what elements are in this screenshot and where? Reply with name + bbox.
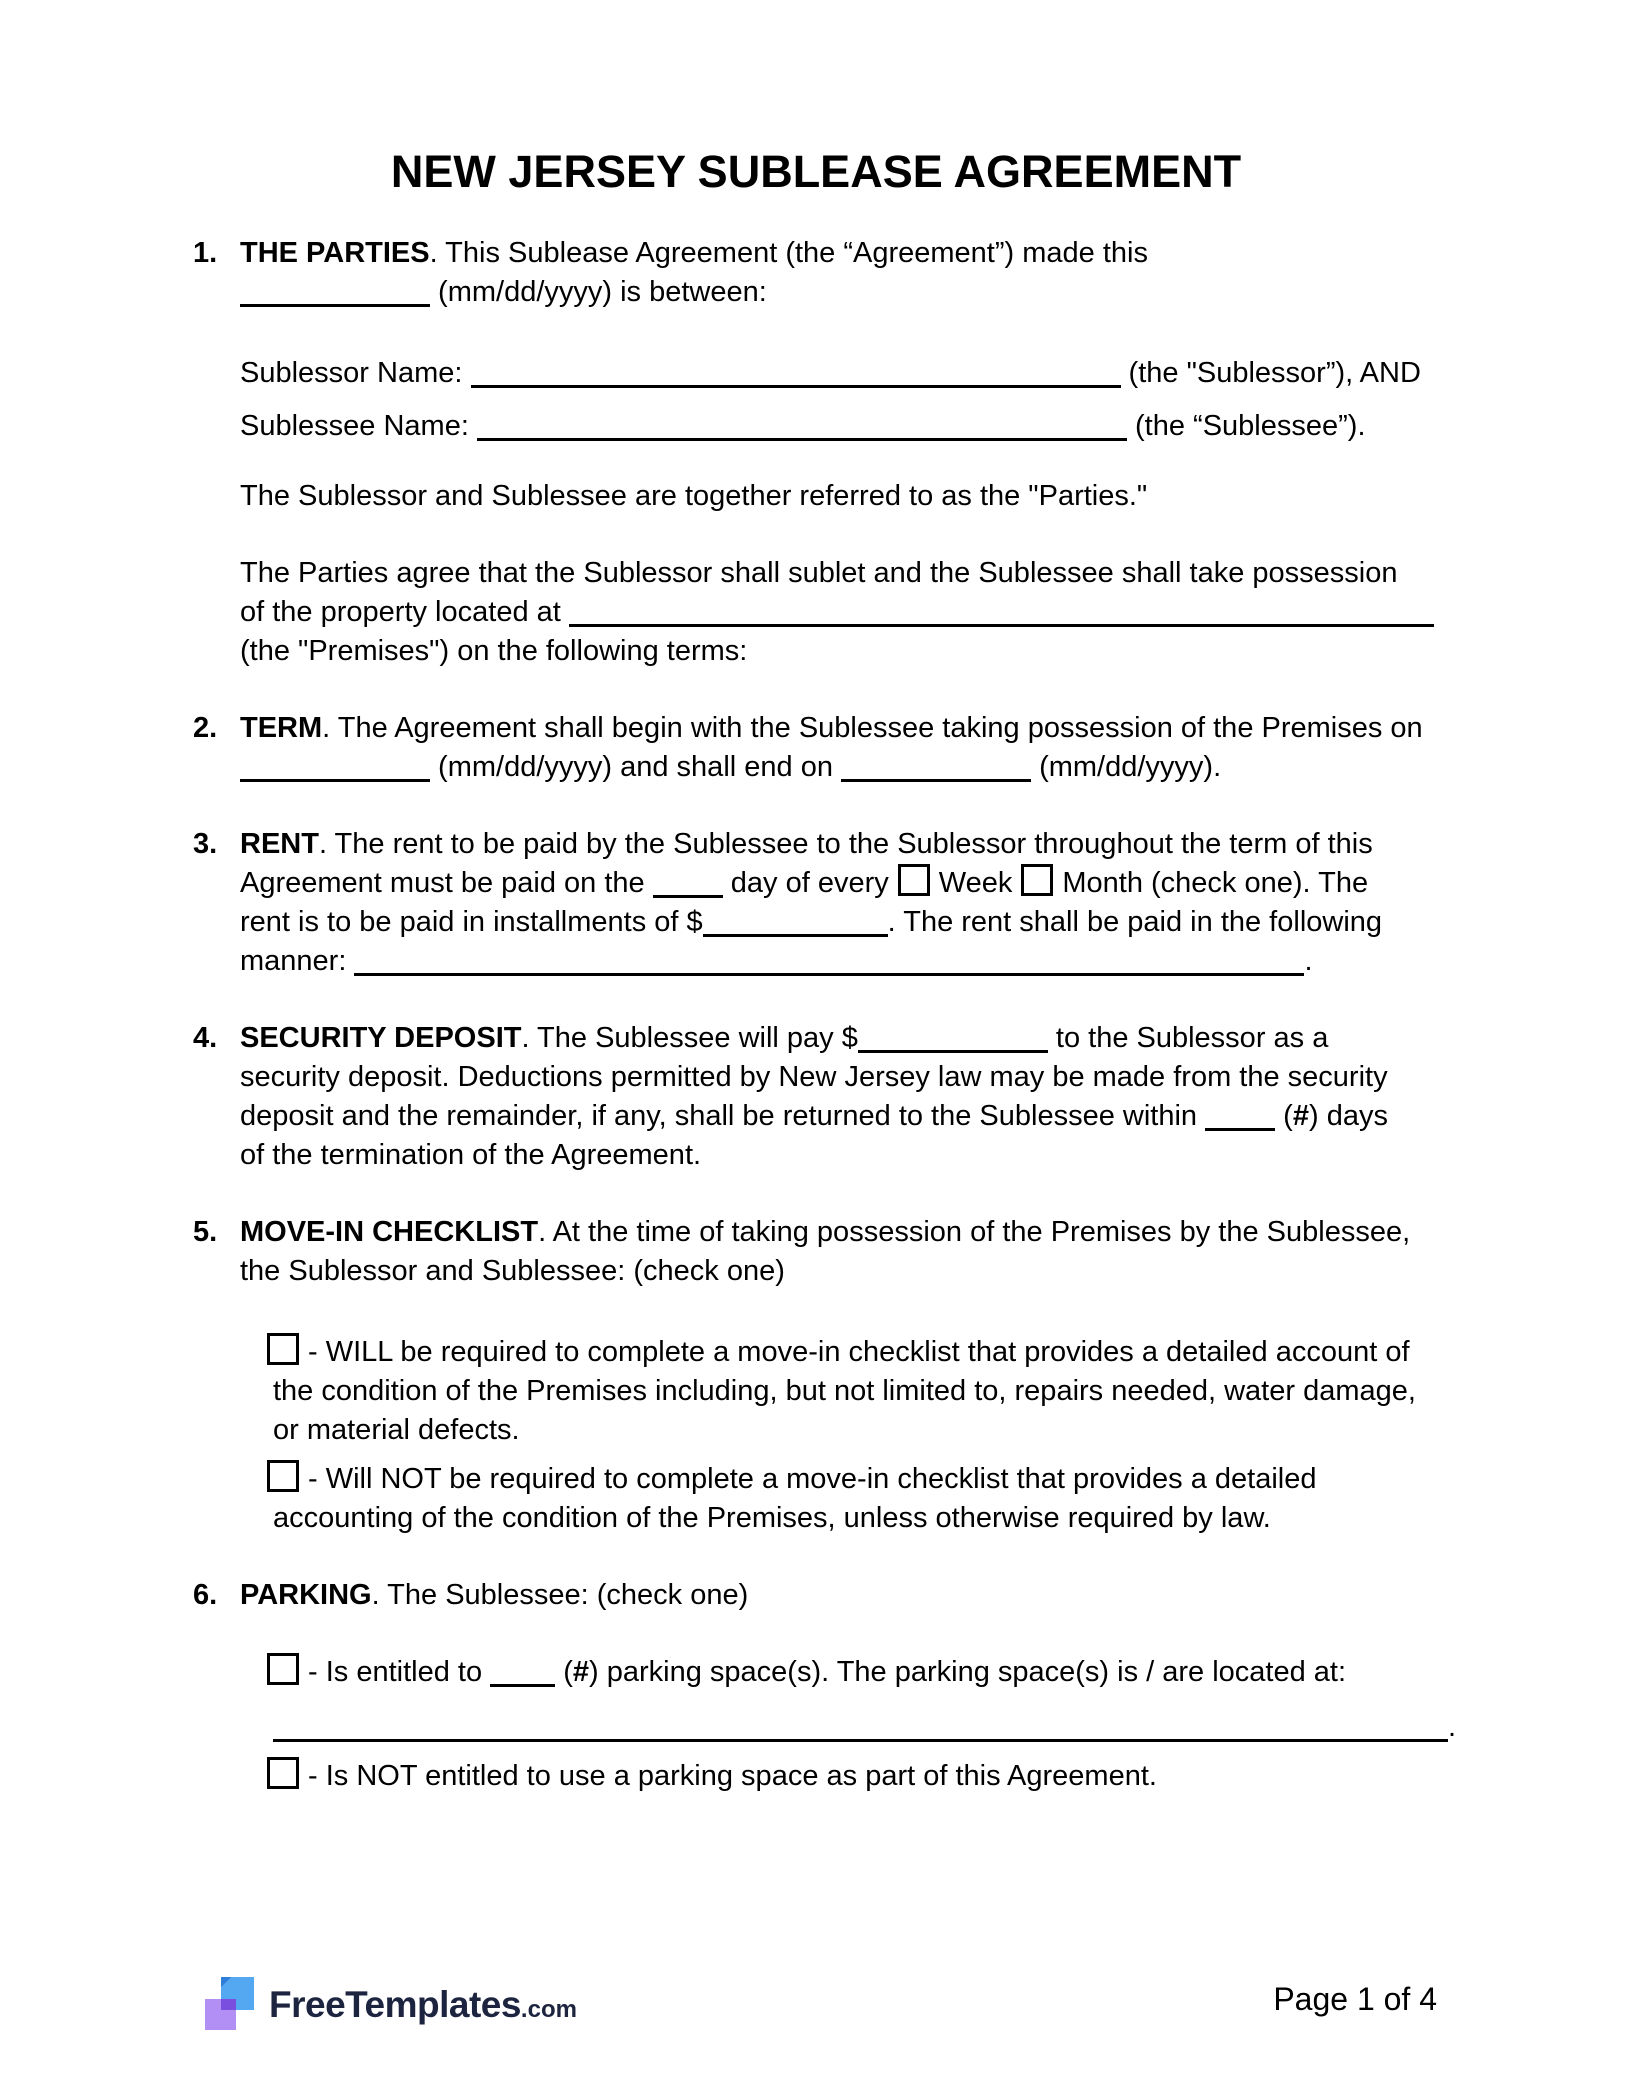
text-line <box>240 1097 1500 1136</box>
bold-text-run: # <box>572 1656 590 1688</box>
paragraph <box>240 1333 1500 1450</box>
text-run: the condition of the Premises including, but not limited to, repairs needed, water damage, <box>273 1375 1416 1407</box>
paragraph <box>240 1653 1500 1692</box>
text-line <box>240 1653 1500 1692</box>
text-run: accounting of the condition of the Premises, unless otherwise required by law. <box>273 1502 1271 1534</box>
text-run: rent is to be paid in installments of $ <box>240 906 703 938</box>
brand-name: FreeTemplates <box>269 1984 521 2025</box>
text-run: manner: <box>240 945 355 977</box>
text-run: Sublessee Name: <box>240 410 477 442</box>
checkbox-icon <box>898 864 930 896</box>
paragraph <box>240 1460 1500 1538</box>
blank-field <box>240 771 430 782</box>
freetemplates-logo-icon <box>205 1977 255 2033</box>
text-run: . This Sublease Agreement (the “Agreement”) made this <box>429 237 1148 269</box>
text-line <box>240 1213 1500 1252</box>
section-content <box>240 825 1500 981</box>
blank-field <box>471 377 1121 388</box>
text-line <box>240 1757 1500 1796</box>
text-line <box>240 354 1500 393</box>
blank-field <box>703 926 888 937</box>
text-run: . The Sublessee: (check one) <box>371 1579 749 1611</box>
blank-field <box>858 1042 1048 1053</box>
bold-text-run: TERM <box>240 712 323 744</box>
section-number: 5. <box>193 1216 218 1248</box>
blank-field <box>477 430 1127 441</box>
text-line <box>240 942 1500 981</box>
blank-field <box>490 1676 555 1687</box>
text-line <box>240 748 1500 787</box>
paragraph <box>240 554 1500 671</box>
text-run: . The Agreement shall begin with the Sublessee taking possession of the Premises on <box>322 712 1423 744</box>
text-line <box>240 1136 1500 1175</box>
checkbox-icon <box>267 1757 299 1789</box>
paragraph <box>240 354 1500 446</box>
bold-text-run: MOVE-IN CHECKLIST <box>240 1216 539 1248</box>
section-content <box>240 1576 1500 1796</box>
brand-text <box>269 1984 577 2026</box>
text-line <box>240 1460 1500 1499</box>
blank-field <box>841 771 1031 782</box>
text-run: The Parties agree that the Sublessor shall sublet and the Sublessee shall take possession <box>240 557 1398 589</box>
blank-field <box>1205 1120 1275 1131</box>
paragraph <box>240 1757 1500 1796</box>
section-security-deposit <box>0 1019 1632 1175</box>
checkbox-icon <box>267 1653 299 1685</box>
text-run: of the termination of the Agreement. <box>240 1139 702 1171</box>
text-run: Month (check one). The <box>1062 867 1369 899</box>
paragraph <box>240 1576 1500 1615</box>
text-run: (mm/dd/yyyy) is between: <box>430 276 767 308</box>
text-line <box>240 407 1500 446</box>
text-run: (the "Sublessor”), AND <box>1120 357 1421 389</box>
section-number: 3. <box>193 828 218 860</box>
text-run: (mm/dd/yyyy). <box>1031 751 1222 783</box>
blank-field <box>273 1731 1448 1742</box>
text-line <box>240 1019 1500 1058</box>
section-move-in-checklist <box>0 1213 1632 1538</box>
text-run: the Sublessor and Sublessee: (check one) <box>240 1255 785 1287</box>
section-number: 1. <box>193 237 218 269</box>
bold-text-run: # <box>1292 1100 1309 1132</box>
text-run: . The Sublessee will pay $ <box>521 1022 858 1054</box>
paragraph <box>240 1708 1500 1747</box>
document-title: NEW JERSEY SUBLEASE AGREEMENT <box>390 146 1242 197</box>
section-parking <box>0 1576 1632 1796</box>
text-run: to the Sublessor as a <box>1047 1022 1329 1054</box>
logo-overlap-shape <box>221 1999 236 2010</box>
text-line <box>240 864 1500 903</box>
text-run: Agreement must be paid on the <box>240 867 653 899</box>
section-content <box>240 1019 1500 1175</box>
text-run: . The rent to be paid by the Sublessee to the Sublessor throughout the term of this <box>318 828 1373 860</box>
paragraph <box>240 709 1500 787</box>
section-content <box>240 709 1500 787</box>
section-content <box>240 1213 1500 1538</box>
checkbox-icon <box>1021 864 1053 896</box>
text-run: or material defects. <box>273 1414 520 1446</box>
text-run: of the property located at <box>240 596 569 628</box>
text-run: - WILL be required to complete a move-in checklist that provides a detailed account of <box>308 1336 1410 1368</box>
footer-logo <box>205 1976 577 2034</box>
bold-text-run: RENT <box>240 828 319 860</box>
page-number-label: Page 1 of 4 <box>1273 1981 1437 2017</box>
text-run: ) days <box>1308 1100 1388 1132</box>
document-body <box>0 234 1632 1796</box>
text-run: . The rent shall be paid in the following <box>887 906 1383 938</box>
section-number: 2. <box>193 712 218 744</box>
text-line <box>240 1372 1500 1411</box>
text-line <box>240 632 1500 671</box>
text-run: ( <box>1275 1100 1293 1132</box>
text-line <box>240 709 1500 748</box>
text-run: The Sublessor and Sublessee are together referred to as the "Parties." <box>240 480 1148 512</box>
section-number: 6. <box>193 1579 218 1611</box>
paragraph <box>240 1213 1500 1291</box>
text-run: Sublessor Name: <box>240 357 471 389</box>
text-run: . <box>1304 945 1313 977</box>
section-rent <box>0 825 1632 981</box>
text-run: security deposit. Deductions permitted by New Jersey law may be made from the security <box>240 1061 1388 1093</box>
text-line <box>240 1252 1500 1291</box>
checkbox-icon <box>267 1333 299 1365</box>
text-run: (mm/dd/yyyy) and shall end on <box>430 751 842 783</box>
blank-field <box>354 965 1304 976</box>
text-line <box>240 593 1500 632</box>
text-run: - Is entitled to <box>308 1656 491 1688</box>
paragraph <box>240 477 1500 516</box>
text-line <box>240 903 1500 942</box>
paragraph <box>240 1019 1500 1175</box>
brand-suffix: .com <box>520 1996 577 2023</box>
paragraph <box>240 234 1500 312</box>
blank-field <box>240 296 430 307</box>
text-line <box>240 1333 1500 1372</box>
text-line <box>240 1411 1500 1450</box>
text-run: - Is NOT entitled to use a parking space as part of this Agreement. <box>308 1760 1157 1792</box>
text-line <box>240 825 1500 864</box>
paragraph <box>240 825 1500 981</box>
blank-field <box>653 887 723 898</box>
text-line <box>240 273 1500 312</box>
text-line <box>240 554 1500 593</box>
text-run: Week <box>938 867 1013 899</box>
text-run: deposit and the remainder, if any, shall be returned to the Sublessee within <box>240 1100 1206 1132</box>
bold-text-run: SECURITY DEPOSIT <box>240 1022 522 1054</box>
text-run: (the “Sublessee”). <box>1126 410 1366 442</box>
text-run: - Will NOT be required to complete a move-in checklist that provides a detailed <box>308 1463 1317 1495</box>
bold-text-run: PARKING <box>240 1579 372 1611</box>
text-run: ( <box>555 1656 573 1688</box>
section-the-parties <box>0 234 1632 671</box>
text-line <box>240 1708 1500 1747</box>
section-content <box>240 234 1500 671</box>
checkbox-icon <box>267 1460 299 1492</box>
section-number: 4. <box>193 1022 218 1054</box>
text-run: (the "Premises") on the following terms: <box>240 635 748 667</box>
text-run: day of every <box>722 867 889 899</box>
blank-field <box>569 616 1434 627</box>
section-term <box>0 709 1632 787</box>
text-run: . At the time of taking possession of the Premises by the Sublessee, <box>538 1216 1411 1248</box>
text-line <box>240 234 1500 273</box>
text-line <box>240 1499 1500 1538</box>
bold-text-run: THE PARTIES <box>240 237 430 269</box>
text-line <box>240 1058 1500 1097</box>
text-line <box>240 477 1500 516</box>
text-run: . <box>1448 1711 1457 1743</box>
text-line <box>240 1576 1500 1615</box>
text-run: ) parking space(s). The parking space(s) is / are located at: <box>589 1656 1347 1688</box>
